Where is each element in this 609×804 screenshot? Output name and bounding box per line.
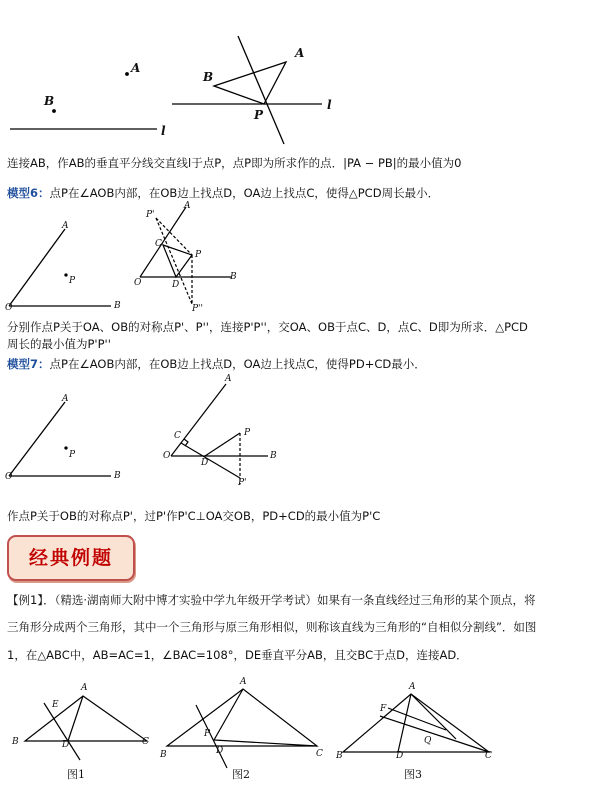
label-p: P xyxy=(69,276,76,286)
point-a xyxy=(126,73,129,76)
label-b: B xyxy=(12,737,19,747)
label-p: P xyxy=(254,108,264,122)
point-b xyxy=(53,110,56,113)
label-b: B xyxy=(44,94,55,108)
label-a: A xyxy=(295,46,305,60)
ray-oa xyxy=(9,402,65,476)
label-p-prime: P' xyxy=(146,210,155,220)
label-a: A xyxy=(240,677,247,687)
ray-oa xyxy=(9,229,65,306)
label-e: E xyxy=(52,700,59,710)
label-d: D xyxy=(62,740,70,750)
fig-top-left xyxy=(10,73,157,129)
ray-oa xyxy=(171,384,226,456)
label-d: D xyxy=(216,746,224,756)
triangle-abp xyxy=(214,62,286,104)
label-d: D xyxy=(396,751,404,761)
label-f: F xyxy=(380,704,387,714)
example-line-1: 【例1】．（精选·湖南师大附中博才实验中学九年级开学考试）如果有一条直线经过三角形的某个顶点，将 xyxy=(7,593,536,607)
perpendicular-bisector xyxy=(238,36,284,144)
text-conclusion-6b: 周长的最小值为P'P'' xyxy=(7,337,111,351)
fig6-right xyxy=(140,207,232,304)
label-a: A xyxy=(81,683,88,693)
fig7-right xyxy=(171,384,268,484)
figure-1 xyxy=(25,696,147,760)
text-conclusion-7: 作点P关于OB的对称点P'，过P'作P'C⊥OA交OB，PD+CD的最小值为P'C xyxy=(7,509,381,523)
label-p-prime: P' xyxy=(238,478,247,488)
label-a: A xyxy=(409,682,416,692)
model-7-label: 模型7： xyxy=(7,357,50,371)
fig7-left xyxy=(9,402,111,476)
figure-2-caption: 图2 xyxy=(232,768,250,781)
segment-p1-p xyxy=(156,218,192,255)
label-a: A xyxy=(62,221,69,231)
label-c: C xyxy=(174,431,181,441)
figure-3 xyxy=(343,694,489,752)
label-l: l xyxy=(161,124,166,138)
label-o: O xyxy=(5,303,13,313)
label-p: P xyxy=(195,250,202,260)
label-o: O xyxy=(5,472,13,482)
line-through-f xyxy=(388,708,446,730)
triangle-abc xyxy=(343,694,489,752)
segment-p1-p2 xyxy=(156,218,192,304)
triangle-abc xyxy=(25,696,147,741)
segment-pc xyxy=(214,740,317,746)
segment-aq xyxy=(411,694,456,739)
triangle-abc xyxy=(167,689,317,746)
label-d: D xyxy=(172,280,180,290)
text-conclusion-1: 连接AB，作AB的垂直平分线交直线l于点P，点P即为所求作的点．|PA − PB|的最小值为0 xyxy=(7,156,462,170)
segment-c-p1 xyxy=(181,443,240,478)
triangle-pcd xyxy=(163,245,192,277)
figure-2 xyxy=(167,689,317,768)
label-a: A xyxy=(184,201,191,211)
model-6-text: 点P在∠AOB内部，在OB边上找点D，OA边上找点C，使得△PCD周长最小． xyxy=(49,186,440,200)
label-q: Q xyxy=(424,736,432,746)
example-line-2: 三角形分成两个三角形，其中一个三角形与原三角形相似，则称该直线为三角形的“自相似分割线”．如图 xyxy=(7,620,537,634)
label-p: P xyxy=(69,450,76,460)
label-l: l xyxy=(327,98,332,112)
label-o: O xyxy=(163,451,171,461)
label-p: P xyxy=(244,428,251,438)
label-b: B xyxy=(114,301,121,311)
model-6-heading xyxy=(7,185,439,201)
figure-1-caption: 图1 xyxy=(67,768,85,781)
example-line-3: 1，在△ABC中，AB=AC=1，∠BAC=108°，DE垂直平分AB，且交BC于点D，连接AD． xyxy=(7,648,468,662)
label-a: A xyxy=(225,374,232,384)
label-c: C xyxy=(142,737,149,747)
label-p: P xyxy=(204,729,211,739)
label-b: B xyxy=(160,750,167,760)
point-p xyxy=(65,447,67,449)
label-b: B xyxy=(270,451,277,461)
classic-examples-badge: 经典例题 xyxy=(7,535,135,581)
fig6-left xyxy=(9,229,111,306)
label-b: B xyxy=(114,471,121,481)
segment-fc xyxy=(380,716,489,752)
label-c: C xyxy=(316,749,323,759)
label-b: B xyxy=(203,70,214,84)
text-conclusion-6a: 分别作点P关于OA、OB的对称点P'、P''，连接P'P''，交OA、OB于点C、D，点C、D即为所求．△PCD xyxy=(7,320,528,334)
label-a: A xyxy=(131,61,141,75)
label-b: B xyxy=(230,272,237,282)
model-7-text: 点P在∠AOB内部，在OB边上找点D，OA边上找点C，使得PD+CD最小． xyxy=(49,357,426,371)
line-through-p xyxy=(196,705,227,768)
segment-pa xyxy=(214,689,243,740)
label-c: C xyxy=(155,239,162,249)
model-6-label: 模型6： xyxy=(7,186,50,200)
label-p-double-prime: P'' xyxy=(192,304,204,314)
model-7-heading xyxy=(7,356,426,372)
label-d: D xyxy=(201,458,209,468)
label-o: O xyxy=(134,278,142,288)
label-a: A xyxy=(62,394,69,404)
segment-d-p xyxy=(205,433,240,456)
figure-3-caption: 图3 xyxy=(404,768,422,781)
point-p xyxy=(65,274,67,276)
label-b: B xyxy=(336,751,343,761)
label-c: C xyxy=(485,751,492,761)
segment-ad xyxy=(68,696,83,741)
